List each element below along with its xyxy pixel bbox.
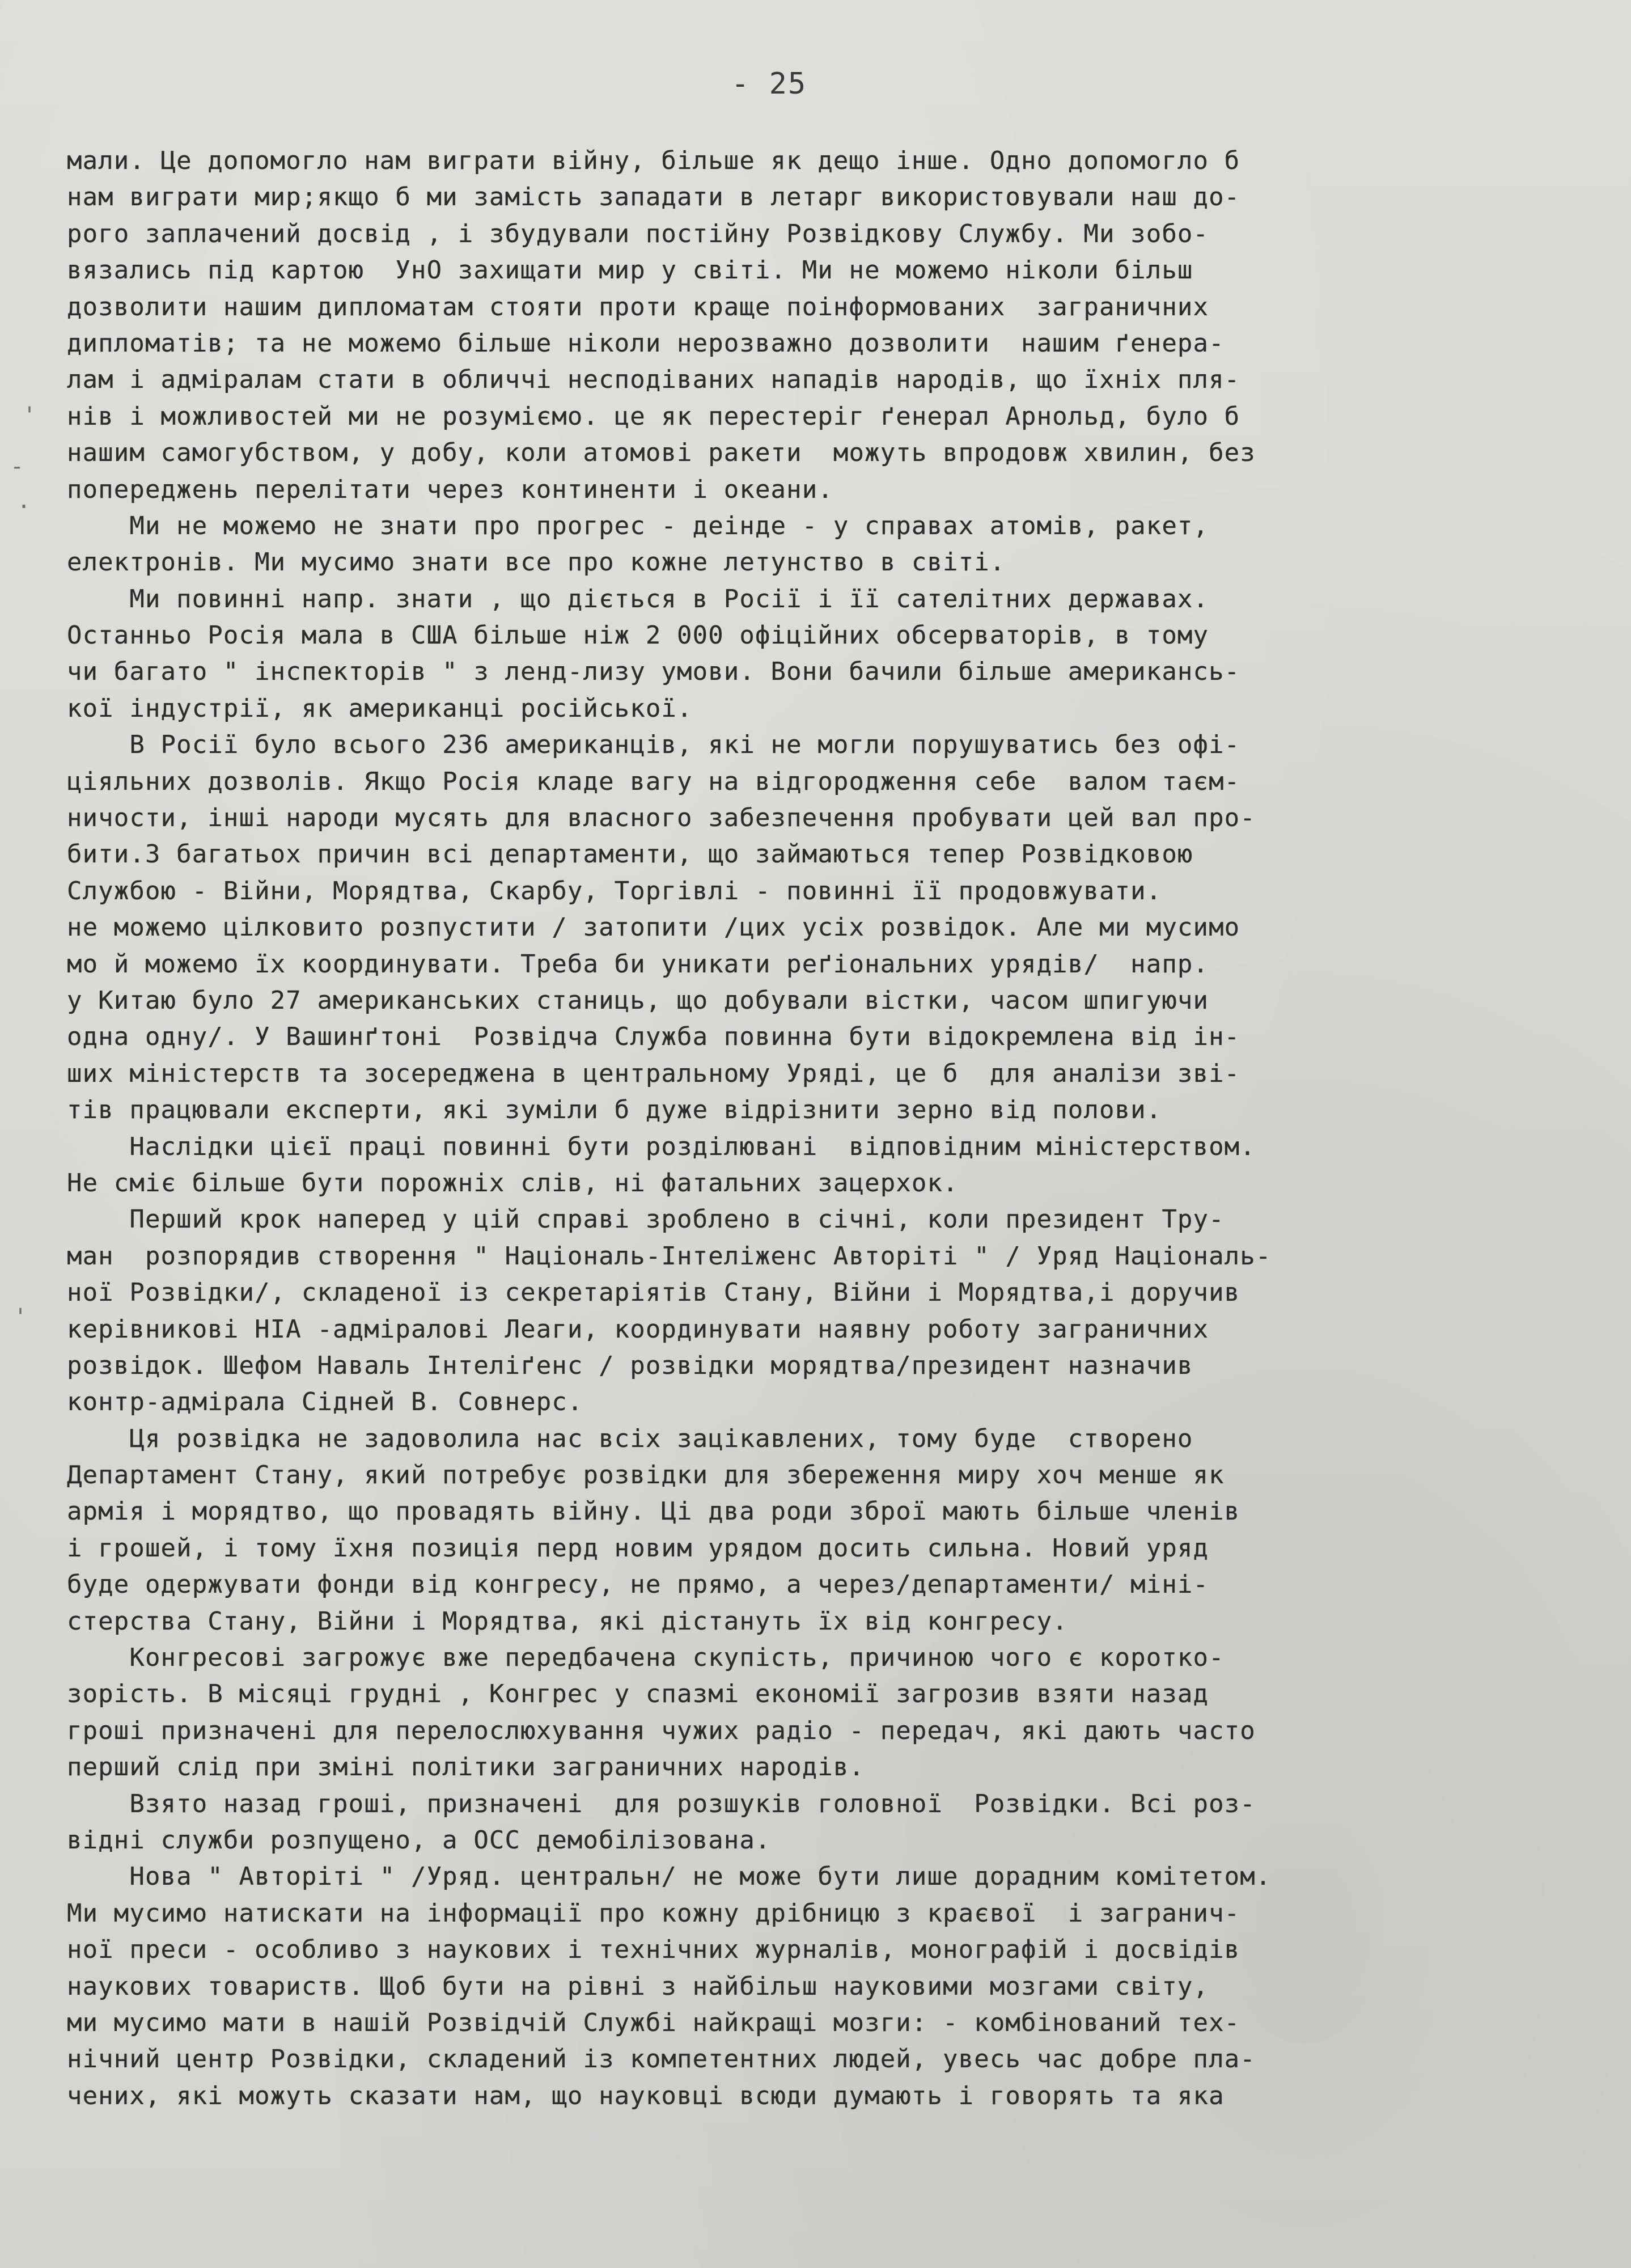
text-line: Перший крок наперед у цій справі зроблено в січні, коли президент Тру-	[67, 1205, 1225, 1234]
text-line: гроші призначені для перелослюхування чужих радіо - передач, які дають часто	[67, 1716, 1256, 1745]
text-line: ничости, інші народи мусять для власного забезпечення пробувати цей вал про-	[67, 803, 1256, 833]
text-line: зорість. В місяці грудні , Конгрес у спазмі економії загрозив взяти назад	[67, 1679, 1209, 1709]
margin-mark: '	[23, 403, 37, 429]
text-line: Нова " Авторіті " /Уряд. центральн/ не може бути лише дорадним комітетом.	[67, 1862, 1272, 1892]
text-line: ної Розвідки/, складеної із секретаріятів Стану, Війни і Морядтва,і доручив	[67, 1278, 1240, 1308]
text-line: Взято назад гроші, призначені для розшуків головної Розвідки. Всі роз-	[67, 1789, 1256, 1818]
text-line: Департамент Стану, який потребує розвідки для збереження миру хоч менше як	[67, 1461, 1225, 1490]
text-line: відні служби розпущено, а ОСС демобілізована.	[67, 1825, 771, 1855]
text-line: у Китаю було 27 американських станиць, що добували вістки, часом шпигуючи	[67, 985, 1209, 1015]
margin-mark: .	[17, 488, 31, 514]
text-line: ної преси - особливо з наукових і технічних журналів, монографій і досвідів	[67, 1935, 1240, 1965]
text-line: мо й можемо їх координувати. Треба би уникати реґіональних урядів/ напр.	[67, 949, 1209, 979]
text-line: Службою - Війни, Морядтва, Скарбу, Торгівлі - повинні її продовжувати.	[67, 876, 1162, 905]
text-line: і грошей, і тому їхня позиція перд новим урядом досить сильна. Новий уряд	[67, 1533, 1209, 1563]
text-line: вязались під картою УнО захищати мир у світі. Ми не можемо ніколи більш	[67, 256, 1193, 285]
text-line: Ця розвідка не задоволила нас всіх зацікавлених, тому буде створено	[67, 1424, 1193, 1453]
text-line: стерства Стану, Війни і Морядтва, які дістануть їх від конгресу.	[67, 1606, 1068, 1636]
text-line: ми мусимо мати в нашій Розвідчій Службі найкращі мозги: - комбінований тех-	[67, 2008, 1240, 2037]
text-line: ціяльних дозволів. Якщо Росія кладе вагу на відгородження себе валом таєм-	[67, 767, 1240, 796]
text-line: наукових товариств. Щоб бути на рівні з найбільш науковими мозгами світу,	[67, 1971, 1209, 2001]
text-line: Ми повинні напр. знати , що діється в Росії і її сателітних державах.	[67, 584, 1209, 613]
text-line: нам виграти мир;якщо б ми замість западати в летарг використовували наш до-	[67, 183, 1240, 212]
text-line: мали. Це допомогло нам виграти війну, більше як дещо інше. Одно допомогло б	[67, 146, 1240, 175]
text-line: лам і адміралам стати в обличчі несподіваних нападів народів, що їхніх пля-	[67, 365, 1240, 395]
text-line: кої індустрії, як американці російської.	[67, 693, 693, 723]
text-line: перший слід при зміні політики заграничних народів.	[67, 1753, 865, 1782]
text-line: Ми мусимо натискати на інформації про кожну дрібницю з краєвої і загранич-	[67, 1898, 1240, 1928]
page-number: - 25	[731, 67, 807, 101]
text-line: буде одержувати фонди від конгресу, не прямо, а через/департаменти/ міні-	[67, 1570, 1209, 1600]
text-line: одна одну/. У Вашинґтоні Розвідча Служба повинна бути відокремлена від ін-	[67, 1022, 1240, 1052]
text-line: тів працювали експерти, які зуміли б дуже відрізнити зерно від полови.	[67, 1095, 1162, 1125]
text-line: дозволити нашим дипломатам стояти проти краще поінформованих заграничних	[67, 292, 1209, 321]
text-line: ман розпорядив створення " Національ-Інтеліженс Авторіті " / Уряд Національ-	[67, 1241, 1272, 1271]
text-line: Не сміє більше бути порожніх слів, ні фатальних зацерхок.	[67, 1168, 959, 1198]
text-line: Конгресові загрожує вже передбачена скупість, причиною чого є коротко-	[67, 1643, 1225, 1673]
text-line: нів і можливостей ми не розуміємо. це як перестеріг ґенерал Арнольд, було б	[67, 401, 1240, 431]
text-line: дипломатів; та не можемо більше ніколи нерозважно дозволити нашим ґенера-	[67, 328, 1225, 358]
margin-mark: '	[14, 1304, 28, 1330]
text-line: Наслідки цієї праці повинні бути розділювані відповідним міністерством.	[67, 1132, 1256, 1161]
text-line: Ми не можемо не знати про прогрес - деінде - у справах атомів, ракет,	[67, 511, 1209, 540]
text-line: контр-адмірала Сідней В. Совнерс.	[67, 1387, 583, 1417]
text-line: попереджень перелітати через континенти і океани.	[67, 475, 833, 504]
text-line: чи багато " інспекторів " з ленд-лизу умови. Вони бачили більше американсь-	[67, 657, 1240, 687]
text-line: ших міністерств та зосереджена в центральному Уряді, це б для аналізи зві-	[67, 1059, 1240, 1088]
text-line: керівникові НІА -адміралові Леаги, координувати наявну роботу заграничних	[67, 1314, 1209, 1344]
text-line: Останньо Росія мала в США більше ніж 2 000 офіційних обсерваторів, в тому	[67, 621, 1209, 650]
text-line: бити.З багатьох причин всі департаменти, що займаються тепер Розвідковою	[67, 840, 1193, 869]
text-line: не можемо цілковито розпустити / затопити /цих усіх розвідок. Але ми мусимо	[67, 913, 1240, 942]
typescript-body	[67, 143, 1564, 2114]
text-line: електронів. Ми мусимо знати все про кожне летунство в світі.	[67, 548, 1006, 577]
text-line: рого заплачений досвід , і збудували постійну Розвідкову Службу. Ми зобо-	[67, 219, 1209, 248]
margin-mark: -	[10, 454, 24, 480]
text-line: армія і морядтво, що провадять війну. Ці два роди зброї мають більше членів	[67, 1497, 1240, 1526]
text-line: нічний центр Розвідки, складений із компетентних людей, увесь час добре пла-	[67, 2045, 1256, 2074]
text-line: розвідок. Шефом Наваль Інтеліґенс / розвідки морядтва/президент назначив	[67, 1351, 1193, 1380]
text-line: нашим самогубством, у добу, коли атомові ракети можуть впродовж хвилин, без	[67, 438, 1256, 468]
text-line: чених, які можуть сказати нам, що науковці всюди думають і говорять та яка	[67, 2081, 1225, 2110]
text-line: В Росії було всього 236 американців, які не могли порушуватись без офі-	[67, 730, 1240, 760]
